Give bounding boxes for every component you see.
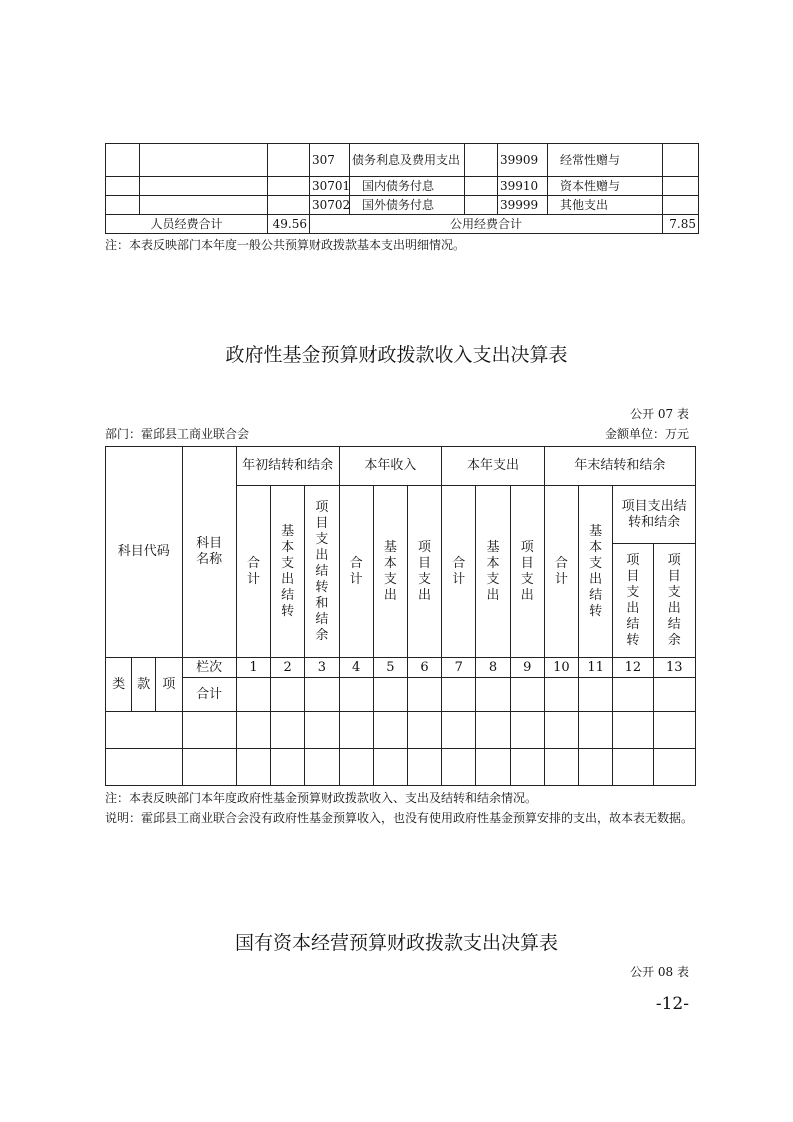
column-number: 2 xyxy=(271,658,305,678)
econ-code: 30701 xyxy=(310,177,350,196)
econ-name: 资本性赠与 xyxy=(548,177,663,196)
col-expense-total: 合计 xyxy=(442,486,476,658)
column-number: 3 xyxy=(305,658,339,678)
public-total-value: 7.85 xyxy=(663,215,699,234)
form-number: 公开 07 表 xyxy=(630,407,689,421)
econ-code: 39999 xyxy=(498,196,548,215)
col-end-basic-carry: 基本支出结转 xyxy=(579,486,613,658)
table-note: 注：本表反映部门本年度一般公共预算财政拨款基本支出明细情况。 xyxy=(105,238,466,252)
basic-expense-detail-table xyxy=(105,143,699,234)
begin-balance-header: 年初结转和结余 xyxy=(236,447,339,486)
page-title: 政府性基金预算财政拨款收入支出决算表 xyxy=(225,344,568,366)
subject-name-header: 科目名称 xyxy=(182,447,236,658)
econ-name: 债务利息及费用支出 xyxy=(350,144,465,177)
fund-budget-table xyxy=(105,446,696,786)
column-number: 8 xyxy=(476,658,510,678)
col-income-total: 合计 xyxy=(339,486,373,658)
table-row xyxy=(106,678,696,712)
col-project-carry-all: 项目支出结转和结余 xyxy=(305,486,339,658)
column-number: 4 xyxy=(339,658,373,678)
table-row xyxy=(106,196,699,215)
table-explanation: 说明：霍邱县工商业联合会没有政府性基金预算收入，也没有使用政府性基金预算安排的支出，故本表无数据。 xyxy=(105,811,694,825)
col-expense-project: 项目支出 xyxy=(510,486,544,658)
end-balance-header: 年末结转和结余 xyxy=(544,447,695,486)
unit-label: 金额单位：万元 xyxy=(604,427,689,441)
econ-name: 经常性赠与 xyxy=(548,144,663,177)
col-end-total: 合计 xyxy=(544,486,578,658)
page-number: -12- xyxy=(655,994,689,1014)
personnel-total-label: 人员经费合计 xyxy=(106,215,268,234)
column-number: 12 xyxy=(613,658,653,678)
econ-code: 30702 xyxy=(310,196,350,215)
project-balance-header: 项目支出结转和结余 xyxy=(613,486,696,544)
econ-name: 国外债务付息 xyxy=(350,196,465,215)
econ-code: 307 xyxy=(310,144,350,177)
total-row-label: 合计 xyxy=(182,678,236,712)
subject-code-header: 科目代码 xyxy=(106,447,183,658)
column-number: 1 xyxy=(236,658,270,678)
public-total-label: 公用经费合计 xyxy=(310,215,663,234)
column-number: 9 xyxy=(510,658,544,678)
table-row xyxy=(106,712,696,749)
column-number: 13 xyxy=(653,658,695,678)
col-income-basic: 基本支出 xyxy=(373,486,407,658)
xiang-label: 项 xyxy=(156,658,182,712)
personnel-total-value: 49.56 xyxy=(268,215,310,234)
table-row xyxy=(106,749,696,786)
section-title: 国有资本经营预算财政拨款支出决算表 xyxy=(234,932,558,954)
income-header: 本年收入 xyxy=(339,447,442,486)
col-total: 合计 xyxy=(236,486,270,658)
column-number: 6 xyxy=(407,658,441,678)
col-expense-basic: 基本支出 xyxy=(476,486,510,658)
col-project-carry: 项目支出结转 xyxy=(613,544,653,658)
lei-label: 类 xyxy=(106,658,132,712)
form-number: 公开 08 表 xyxy=(630,965,689,979)
col-project-surplus: 项目支出结余 xyxy=(653,544,695,658)
col-basic-carry: 基本支出结转 xyxy=(271,486,305,658)
econ-name: 国内债务付息 xyxy=(350,177,465,196)
expense-header: 本年支出 xyxy=(442,447,545,486)
col-income-project: 项目支出 xyxy=(407,486,441,658)
econ-code: 39909 xyxy=(498,144,548,177)
column-number: 11 xyxy=(579,658,613,678)
table-row xyxy=(106,144,699,177)
column-number: 10 xyxy=(544,658,578,678)
econ-code: 39910 xyxy=(498,177,548,196)
column-number: 5 xyxy=(373,658,407,678)
table-row xyxy=(106,177,699,196)
econ-name: 其他支出 xyxy=(548,196,663,215)
kuan-label: 款 xyxy=(132,658,156,712)
table-note: 注：本表反映部门本年度政府性基金预算财政拨款收入、支出及结转和结余情况。 xyxy=(105,791,538,805)
table-row xyxy=(106,215,699,234)
lanci-label: 栏次 xyxy=(182,658,236,678)
department-label: 部门：霍邱县工商业联合会 xyxy=(105,427,250,441)
column-number: 7 xyxy=(442,658,476,678)
